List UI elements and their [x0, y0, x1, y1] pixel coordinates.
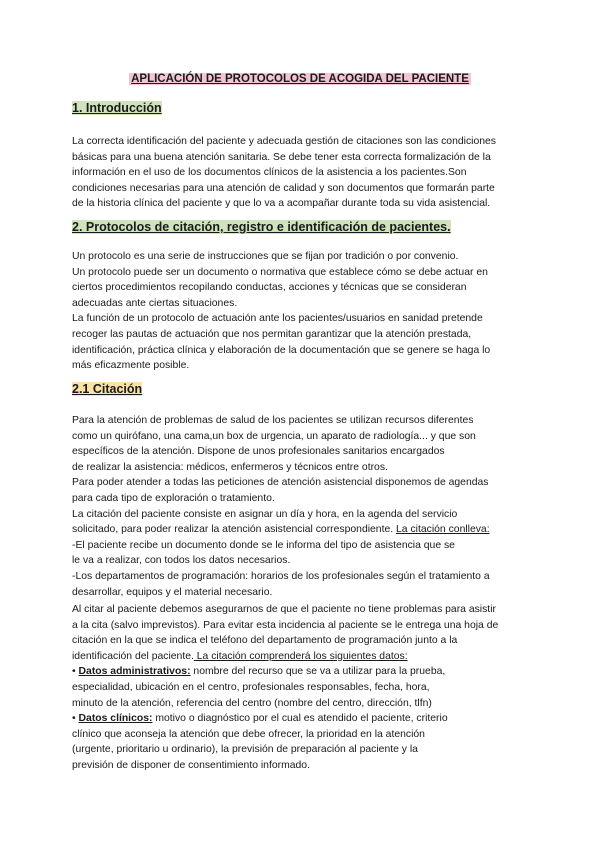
bullet-datos-clinicos: • Datos clínicos: motivo o diagnóstico por el cual es atendido el paciente, criterio — [72, 713, 448, 725]
text-line: específicos de la atención. Dispone de unos profesionales sanitarios encargados — [72, 446, 445, 458]
bullet-label: Datos administrativos: — [78, 666, 191, 678]
text-line: identificación, práctica clínica y elaboración de la documentación que se genere se haga lo — [72, 344, 491, 356]
text-line: La función de un protocolo de actuación ante los pacientes/usuarios en sanidad pretende — [72, 313, 483, 325]
text-line: Un protocolo puede ser un documento o normativa que establece cómo se debe actuar en — [72, 266, 488, 278]
text-line: Un protocolo es una serie de instrucciones que se fijan por tradición o por convenio. — [72, 251, 459, 262]
text-line: identificación del paciente. La citación comprenderá los siguientes datos: — [72, 650, 408, 662]
text-line: La correcta identificación del paciente y adecuada gestión de citaciones son las condiciones — [72, 136, 496, 147]
text-line: condiciones necesarias para una atención de calidad y son documentos que formarán parte — [72, 182, 495, 194]
section-heading-citacion: 2.1 Citación — [72, 382, 143, 396]
text-line: Para poder atender a todas las peticiones de atención asistencial disponemos de agendas — [72, 477, 489, 489]
paragraph-datos-citacion — [72, 602, 532, 774]
text-line: para cada tipo de exploración o tratamiento. — [72, 492, 275, 504]
text-line: clínico que aconseja la atención que debe ofrecer, la prioridad en la atención — [72, 728, 425, 740]
paragraph-protocolos — [72, 249, 532, 374]
text-line: -Los departamentos de programación: horarios de los profesionales según el tratamiento a — [72, 570, 490, 582]
text-line: Al citar al paciente debemos asegurarnos de que el paciente no tiene problemas para asistir — [72, 604, 496, 615]
bullet-label: Datos clínicos: — [78, 713, 153, 725]
text-line: como un quirófano, una cama,un box de urgencia, un aparato de radiología... y que son — [72, 430, 476, 442]
text-line: ciertos procedimientos recopilando conductas, acciones y técnicas que se consideran — [72, 282, 467, 294]
text-line: especialidad, ubicación en el centro, profesionales responsables, fecha, hora, — [72, 681, 430, 693]
text-line: a la cita (salvo imprevistos). Para evitar esta incidencia al paciente se le entrega una hoja de — [72, 619, 499, 631]
text-line: -El paciente recibe un documento donde se le informa del tipo de asistencia que se — [72, 539, 455, 551]
text-line: más eficazmente posible. — [72, 360, 190, 372]
text-line: La citación del paciente consiste en asignar un día y hora, en la agenda del servicio — [72, 508, 458, 520]
text-line: desarrollar, equipos y el material necesario. — [72, 586, 273, 598]
text-line: citación en la que se indica el teléfono del departamento de programación junto a la — [72, 635, 458, 647]
paragraph-citacion — [72, 413, 532, 600]
text-line: de la historia clínica del paciente y que lo va a acompañar durante toda su vida asistencial. — [72, 198, 491, 210]
text-line: básicas para una buena atención sanitaria. Se debe tener esta correcta formalización de la — [72, 151, 491, 163]
underlined-text: La citación comprenderá los siguientes datos: — [193, 650, 408, 662]
underlined-text: La citación conlleva: — [396, 524, 490, 536]
section-heading-protocolos: 2. Protocolos de citación, registro e identificación de pacientes. — [72, 220, 451, 234]
paragraph-introduccion — [72, 134, 532, 212]
text-line: recoger las pautas de actuación que nos permitan garantizar que la atención prestada, — [72, 328, 472, 340]
text-line: minuto de la atención, referencia del centro (nombre del centro, dirección, tlfn) — [72, 697, 432, 709]
text-line: de realizar la asistencia: médicos, enfermeros y técnicos entre otros. — [72, 461, 388, 473]
text-line: Para la atención de problemas de salud de los pacientes se utilizan recursos diferentes — [72, 415, 474, 426]
bullet-datos-administrativos: • Datos administrativos: nombre del recurso que se va a utilizar para la prueba, — [72, 666, 446, 678]
text-line: información en el uso de los documentos clínicos de la asistencia a los pacientes.Son — [72, 167, 467, 179]
text-line: previsión de disponer de consentimiento informado. — [72, 759, 310, 771]
text-line: le va a realizar, con todos los datos necesarios. — [72, 555, 291, 567]
document-title: APLICACIÓN DE PROTOCOLOS DE ACOGIDA DEL PACIENTE — [131, 73, 469, 85]
text-line: (urgente, prioritario u ordinario), la previsión de preparación al paciente y la — [72, 744, 418, 756]
text-line: adecuadas ante ciertas situaciones. — [72, 297, 238, 309]
section-heading-introduccion: 1. Introducción — [72, 101, 162, 115]
text-line: solicitado, para poder realizar la atención asistencial correspondiente. La citación conlleva: — [72, 524, 490, 536]
